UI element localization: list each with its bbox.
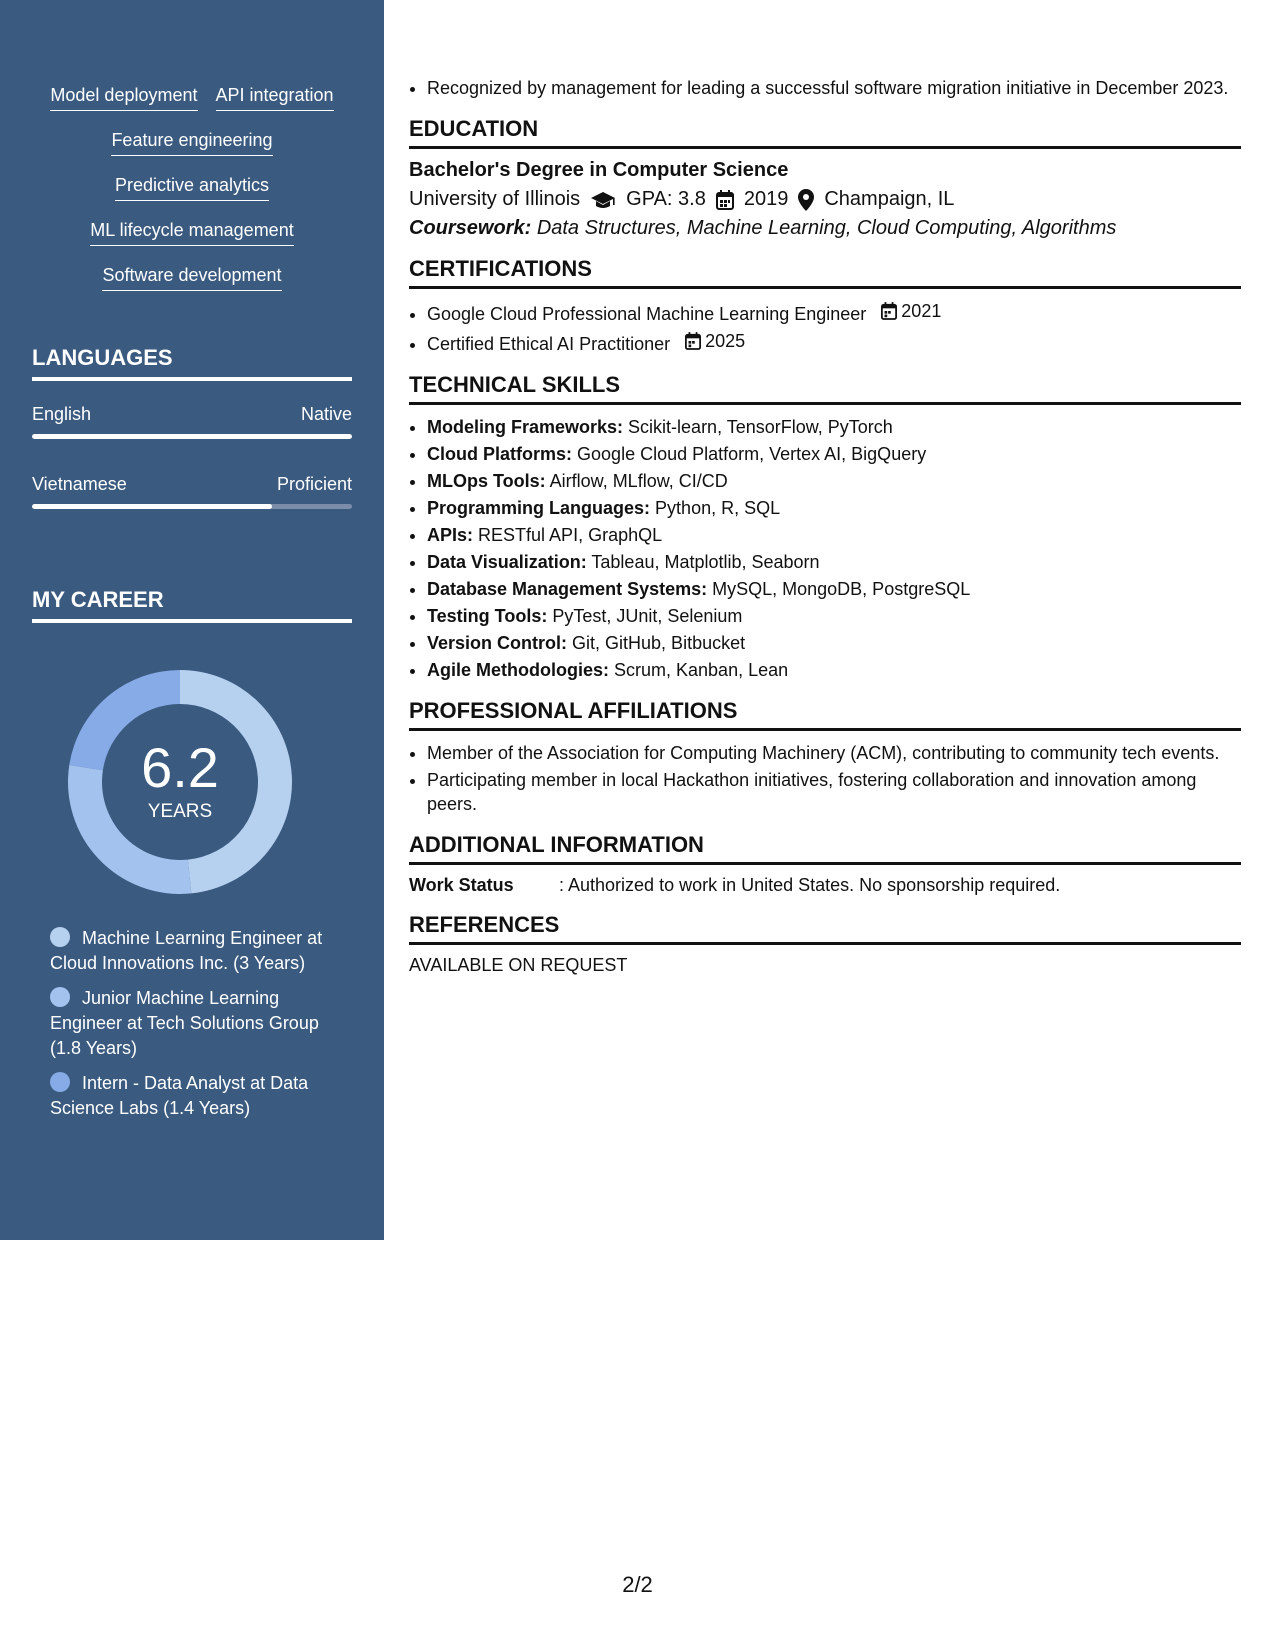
technical-skills-list	[409, 415, 1241, 682]
skill-tag: Model deployment	[50, 84, 197, 111]
page-number: 2/2	[622, 1572, 653, 1597]
skill-label: Cloud Platforms:	[427, 444, 573, 464]
career-item-label: Machine Learning Engineer at Cloud Innovations Inc. (3 Years)	[50, 928, 323, 973]
list-item	[427, 469, 1241, 493]
career-dot-icon	[50, 987, 70, 1007]
degree-title: Bachelor's Degree in Computer Science	[409, 159, 789, 181]
affiliations-list	[409, 741, 1241, 816]
list-item	[427, 550, 1241, 574]
graduation-cap-icon	[590, 190, 616, 210]
coursework-label: Coursework:	[409, 217, 532, 239]
sidebar	[0, 0, 384, 1240]
skill-label: Version Control:	[427, 633, 568, 653]
skill-label: MLOps Tools:	[427, 471, 546, 491]
certification-date	[685, 329, 745, 353]
language-level: Native	[300, 404, 352, 424]
list-item	[427, 604, 1241, 628]
list-item	[427, 631, 1241, 655]
career-item-label: Junior Machine Learning Engineer at Tech Solutions Group (1.8 Years)	[50, 988, 319, 1058]
list-item: • Member of the Association for Computing Machinery (ACM), contributing to community tech events.	[427, 741, 1241, 765]
list-item: • Recognized by management for leading a successful software migration initiative in December 2023.	[427, 76, 1241, 100]
education-heading: EDUCATION	[409, 116, 1241, 149]
location-pin-icon	[798, 189, 814, 211]
tag-row	[0, 129, 384, 174]
tag-row	[0, 174, 384, 219]
certification-name: Google Cloud Professional Machine Learning Engineer	[427, 304, 867, 324]
skill-tag: API integration	[216, 84, 334, 111]
donut-center	[64, 666, 296, 898]
skill-value: Scrum, Kanban, Lean	[614, 660, 789, 680]
skill-value: Scikit-learn, TensorFlow, PyTorch	[628, 417, 893, 437]
list-item	[427, 415, 1241, 439]
career-item	[50, 986, 330, 1061]
skill-label: Programming Languages:	[427, 498, 651, 518]
skill-value: Python, R, SQL	[655, 498, 781, 518]
list-item	[427, 577, 1241, 601]
skill-tag: Feature engineering	[111, 129, 272, 156]
main-content	[409, 76, 1241, 976]
languages-heading: LANGUAGES	[32, 345, 352, 381]
list-item	[427, 329, 1241, 356]
technical-skills-heading: TECHNICAL SKILLS	[409, 372, 1241, 405]
tag-row	[0, 219, 384, 264]
certification-date	[881, 299, 941, 323]
calendar-icon	[685, 332, 701, 350]
skill-value: Google Cloud Platform, Vertex AI, BigQuery	[577, 444, 927, 464]
skill-value: Git, GitHub, Bitbucket	[572, 633, 746, 653]
skill-label: Database Management Systems:	[427, 579, 708, 599]
list-item	[427, 442, 1241, 466]
work-status-row	[409, 875, 1241, 896]
school-name: University of Illinois	[409, 188, 581, 210]
list-item	[427, 523, 1241, 547]
gpa: GPA: 3.8	[626, 188, 706, 210]
skill-tag: Software development	[102, 264, 281, 291]
list-item: • Participating member in local Hackathon initiatives, fostering collaboration and innovation among peers.	[427, 768, 1241, 816]
list-item	[427, 496, 1241, 520]
language-row	[32, 404, 352, 425]
list-item	[427, 658, 1241, 682]
calendar-icon	[716, 190, 734, 210]
intro-bullets	[409, 76, 1241, 100]
certification-year: 2021	[901, 301, 942, 321]
list-item	[427, 299, 1241, 326]
coursework-list: Data Structures, Machine Learning, Cloud Computing, Algorithms	[536, 217, 1117, 239]
language-bar-fill	[32, 434, 352, 439]
career-list	[50, 926, 330, 1131]
skill-label: APIs:	[427, 525, 474, 545]
certifications-heading: CERTIFICATIONS	[409, 256, 1241, 289]
skill-tag: Predictive analytics	[115, 174, 269, 201]
certification-year: 2025	[705, 331, 746, 351]
references-heading: REFERENCES	[409, 912, 1241, 945]
tag-row	[0, 84, 384, 129]
education-meta	[409, 188, 1241, 211]
career-dot-icon	[50, 927, 70, 947]
tag-row	[0, 264, 384, 309]
language-name: English	[32, 404, 92, 424]
calendar-icon	[881, 302, 897, 320]
career-donut-chart	[64, 666, 296, 898]
skill-tags	[0, 84, 384, 309]
career-unit: YEARS	[147, 801, 213, 822]
skill-label: Data Visualization:	[427, 552, 587, 572]
skill-tag: ML lifecycle management	[90, 219, 293, 246]
skill-value: MySQL, MongoDB, PostgreSQL	[712, 579, 971, 599]
school-location: Champaign, IL	[824, 188, 955, 210]
coursework	[409, 217, 1241, 240]
additional-info-heading: ADDITIONAL INFORMATION	[409, 832, 1241, 865]
graduation-year: 2019	[743, 188, 789, 210]
skill-value: Tableau, Matplotlib, Seaborn	[591, 552, 820, 572]
certification-name: Certified Ethical AI Practitioner	[427, 334, 671, 354]
skill-value: PyTest, JUnit, Selenium	[552, 606, 743, 626]
language-level: Proficient	[276, 474, 352, 494]
work-status-value: : Authorized to work in United States. No sponsorship required.	[559, 875, 1061, 895]
career-item	[50, 1071, 330, 1121]
career-item-label: Intern - Data Analyst at Data Science Labs (1.4 Years)	[50, 1073, 309, 1118]
language-row	[32, 474, 352, 495]
language-bar	[32, 434, 352, 439]
skill-label: Testing Tools:	[427, 606, 548, 626]
certifications-list	[409, 299, 1241, 356]
language-bar	[32, 504, 352, 509]
skill-label: Modeling Frameworks:	[427, 417, 624, 437]
references-text: AVAILABLE ON REQUEST	[409, 955, 628, 975]
career-item	[50, 926, 330, 976]
career-dot-icon	[50, 1072, 70, 1092]
language-bar-fill	[32, 504, 272, 509]
skill-label: Agile Methodologies:	[427, 660, 609, 680]
skill-value: Airflow, MLflow, CI/CD	[549, 471, 728, 491]
affiliations-heading: PROFESSIONAL AFFILIATIONS	[409, 698, 1241, 731]
language-name: Vietnamese	[32, 474, 127, 494]
work-status-label: Work Status	[409, 875, 514, 895]
skill-value: RESTful API, GraphQL	[478, 525, 663, 545]
career-total: 6.2	[141, 736, 219, 799]
career-heading: MY CAREER	[32, 587, 352, 623]
